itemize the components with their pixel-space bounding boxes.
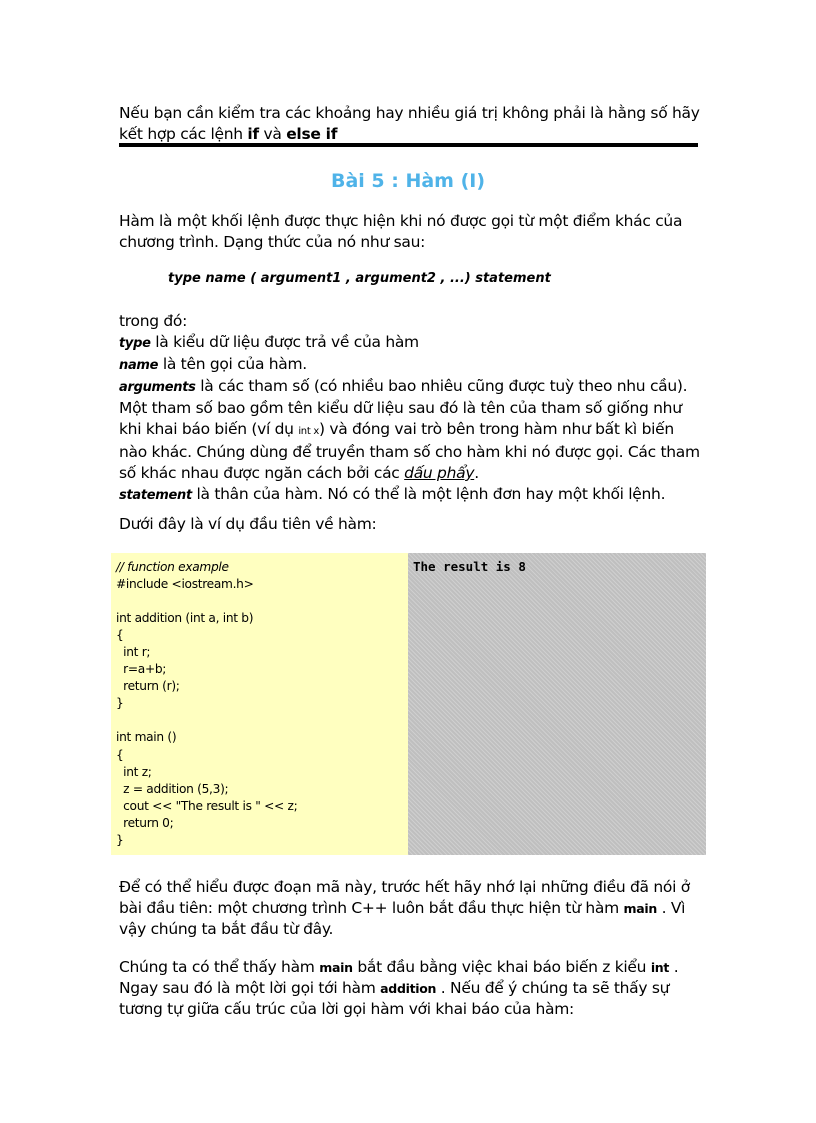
example-intro: Dưới đây là ví dụ đầu tiên về hàm: <box>119 515 377 533</box>
lesson-title: Bài 5 : Hàm (I) <box>330 170 486 192</box>
where-label: trong đó: <box>119 312 188 330</box>
code-line: return 0; <box>116 815 174 830</box>
code-line: #include <iostream.h> <box>116 577 254 592</box>
keyword-main: main <box>319 960 353 975</box>
name-description: name là tên gọi của hàm. <box>119 355 307 373</box>
code-line: { <box>116 747 124 762</box>
arguments-description: arguments là các tham số (có nhiều bao nhiêu cũng được tuỳ theo nhu cầu). Một tham số bao gồm tên kiểu dữ liệu sau đó là tên của tham số giống như khi khai báo biến (ví dụ int x) và đóng vai trò bên trong hàm như bất kì biến nào khác. Chúng dùng để truyền tham số cho hàm khi nó được gọi. Các tham số khác nhau được ngăn cách bởi các dấu phẩy. <box>119 377 700 482</box>
section-divider <box>119 143 698 147</box>
code-line: r=a+b; <box>116 662 167 677</box>
explanation-paragraph-1: Để có thể hiểu được đoạn mã này, trước hết hãy nhớ lại những điều đã nói ở bài đầu tiên: một chương trình C++ luôn bắt đầu thực hiện từ hàm main . Vì vậy chúng ta bắt đầu từ đây. <box>119 878 690 938</box>
code-example <box>111 553 408 855</box>
code-line: int z; <box>116 764 152 779</box>
code-line: return (r); <box>116 679 180 694</box>
keyword-else-if: else if <box>286 125 338 143</box>
function-definition-paragraph: Hàm là một khối lệnh được thực hiện khi nó được gọi từ một điểm khác của chương trình. Dạng thức của nó như sau: <box>119 212 683 251</box>
explanation-paragraph-2: Chúng ta có thể thấy hàm main bắt đầu bằng việc khai báo biến z kiểu int . Ngay sau đó là một lời gọi tới hàm addition . Nếu để ý chúng ta sẽ thấy sự tương tự giữa cấu trúc của lời gọi hàm với khai báo của hàm: <box>119 958 679 1018</box>
type-description: type là kiểu dữ liệu được trả về của hàm <box>119 333 419 351</box>
keyword-int: int <box>650 960 670 975</box>
keyword-if: if <box>247 125 259 143</box>
code-line: } <box>116 832 124 847</box>
comma-link: dấu phẩy <box>404 464 475 482</box>
statement-description: statement là thân của hàm. Nó có thể là một lệnh đơn hay một khối lệnh. <box>119 485 666 503</box>
code-line: // function example <box>116 560 229 574</box>
intro-paragraph: Nếu bạn cần kiểm tra các khoảng hay nhiều giá trị không phải là hằng số hãy kết hợp các lệnh if và else if <box>119 104 700 143</box>
program-output <box>408 553 706 855</box>
code-line: int addition (int a, int b) <box>116 611 254 626</box>
code-line: { <box>116 628 124 643</box>
keyword-addition: addition <box>380 981 437 996</box>
code-line: } <box>116 696 124 711</box>
code-line: int main () <box>116 730 177 745</box>
parameter-descriptions <box>119 311 704 506</box>
code-line: int r; <box>116 645 151 660</box>
code-line: cout << "The result is " << z; <box>116 798 298 813</box>
code-line: z = addition (5,3); <box>116 781 229 796</box>
code-line <box>116 712 408 729</box>
code-line <box>116 593 408 610</box>
output-text: The result is 8 <box>413 559 526 574</box>
function-syntax: type name ( argument1 , argument2 , ...) statement <box>168 271 551 286</box>
keyword-main: main <box>623 901 657 916</box>
